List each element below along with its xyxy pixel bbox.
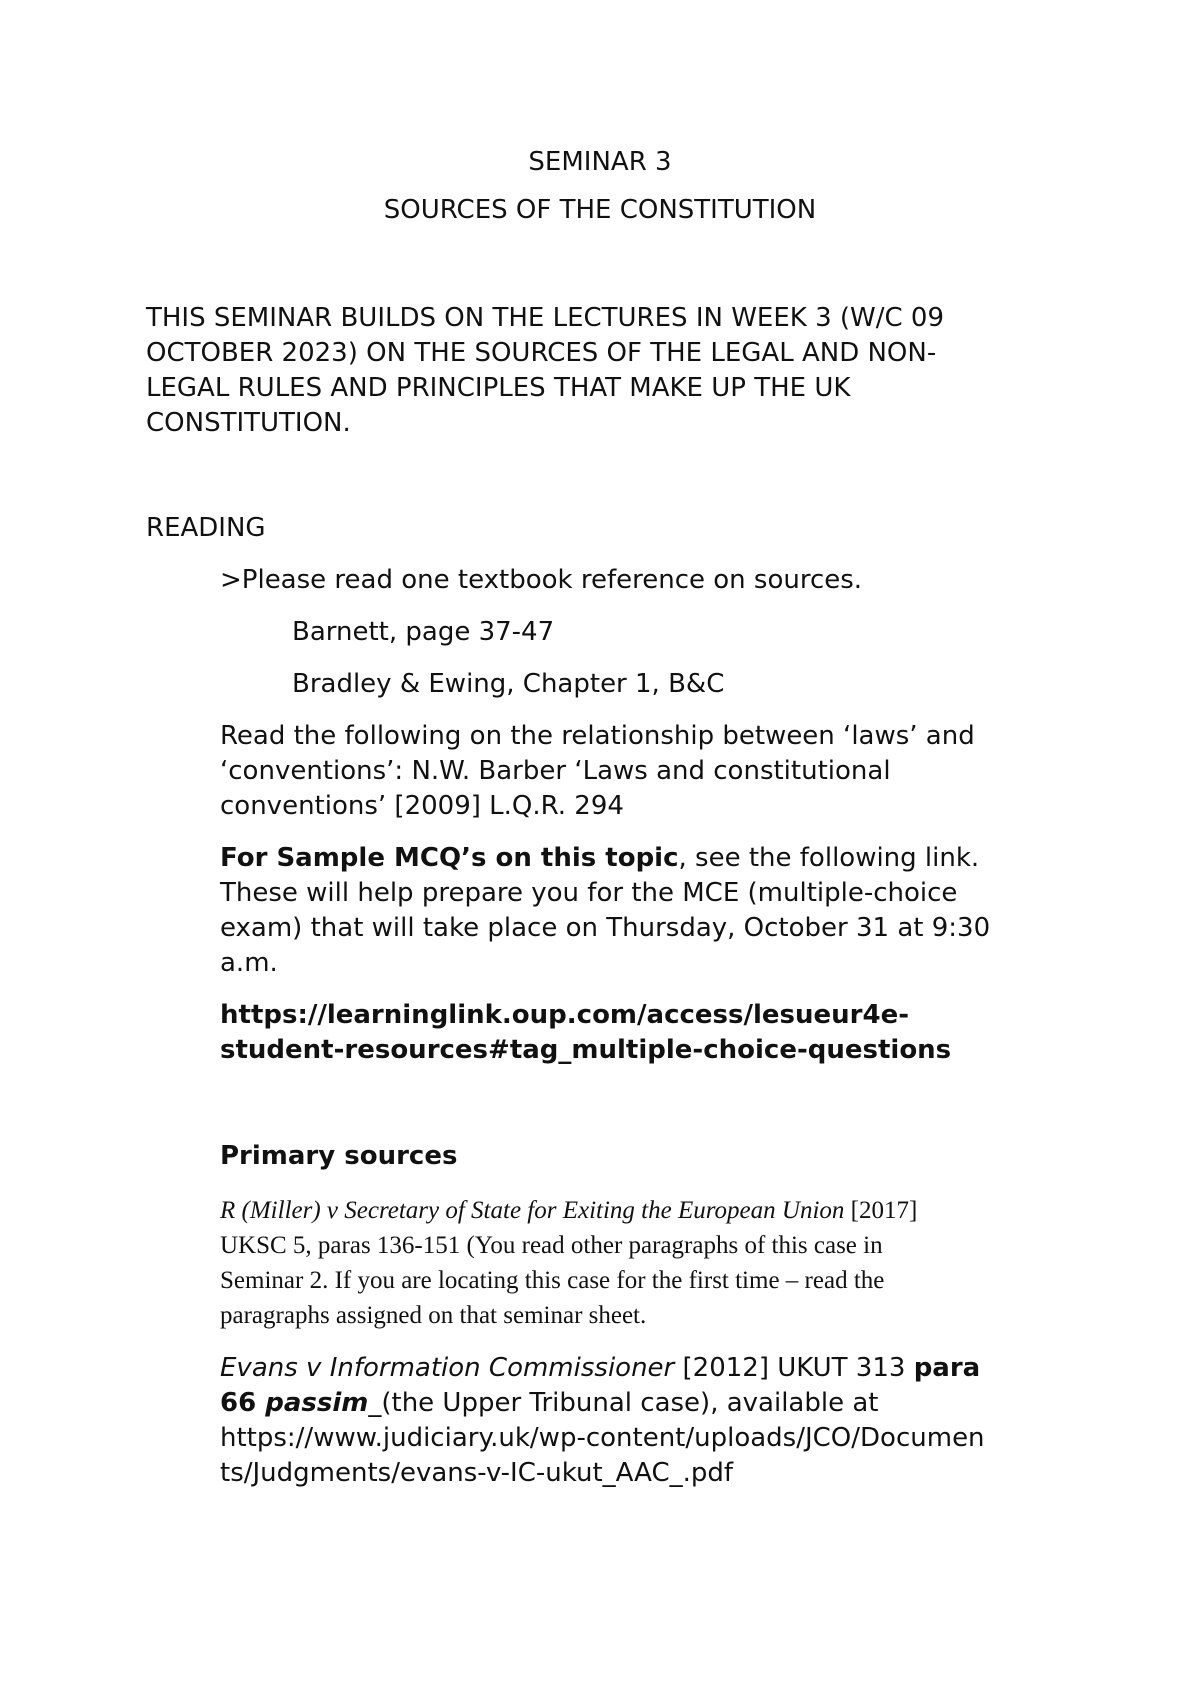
- evans-url-line-1[interactable]: https://www.judiciary.uk/wp-content/uploads/JCO/Documen: [220, 1423, 985, 1453]
- evans-case-name: Evans v Information Commissioner: [220, 1353, 675, 1383]
- laws-conventions-line-1: Read the following on the relationship between ‘laws’ and: [220, 721, 975, 751]
- reading-heading: READING: [146, 513, 266, 543]
- intro-line-1: THIS SEMINAR BUILDS ON THE LECTURES IN WEEK 3 (W/C 09: [146, 303, 945, 333]
- intro-line-3: LEGAL RULES AND PRINCIPLES THAT MAKE UP THE UK: [146, 373, 851, 403]
- textbook-ref-bradley: Bradley & Ewing, Chapter 1, B&C: [292, 669, 725, 699]
- evans-para-label: para: [913, 1353, 981, 1383]
- mcq-line-1-rest: , see the following link.: [678, 843, 980, 873]
- mcq-link-line-2[interactable]: student-resources#tag_multiple-choice-questions: [220, 1035, 952, 1065]
- seminar-topic: SOURCES OF THE CONSTITUTION: [383, 195, 817, 225]
- evans-citation: [2012] UKUT 313: [674, 1353, 914, 1383]
- evans-para-number: 66: [220, 1388, 266, 1418]
- mcq-bold-lead: For Sample MCQ’s on this topic: [220, 843, 679, 873]
- evans-underscore: _: [368, 1388, 382, 1418]
- miller-year: [2017]: [844, 1197, 918, 1224]
- primary-sources-heading: Primary sources: [220, 1141, 458, 1171]
- mcq-line-4: a.m.: [220, 948, 278, 978]
- miller-line-4: paragraphs assigned on that seminar sheet.: [220, 1302, 647, 1329]
- evans-line-2: [220, 1385, 878, 1421]
- laws-conventions-line-2: ‘conventions’: N.W. Barber ‘Laws and constitutional: [220, 756, 891, 786]
- evans-passim: passim: [265, 1388, 369, 1418]
- textbook-ref-barnett: Barnett, page 37-47: [292, 617, 555, 647]
- miller-case-name: R (Miller) v Secretary of State for Exiting the European Union: [220, 1197, 845, 1224]
- mcq-line-3: exam) that will take place on Thursday, October 31 at 9:30: [220, 913, 991, 943]
- intro-line-2: OCTOBER 2023) ON THE SOURCES OF THE LEGAL AND NON-: [146, 338, 937, 368]
- miller-line-3: Seminar 2. If you are locating this case for the first time – read the: [220, 1267, 885, 1294]
- intro-line-4: CONSTITUTION.: [146, 408, 351, 438]
- miller-line-1: [220, 1193, 917, 1229]
- miller-line-2: UKSC 5, paras 136-151 (You read other paragraphs of this case in: [220, 1232, 883, 1259]
- seminar-number: SEMINAR 3: [528, 147, 672, 177]
- mcq-link-line-1[interactable]: https://learninglink.oup.com/access/lesueur4e-: [220, 1000, 909, 1030]
- evans-url-line-2[interactable]: ts/Judgments/evans-v-IC-ukut_AAC_.pdf: [220, 1458, 734, 1488]
- evans-line-2-rest: (the Upper Tribunal case), available at: [381, 1388, 879, 1418]
- evans-line-1: [220, 1350, 980, 1386]
- mcq-line-1: [220, 840, 979, 876]
- reading-instruction: >Please read one textbook reference on sources.: [220, 565, 863, 595]
- laws-conventions-line-3: conventions’ [2009] L.Q.R. 294: [220, 791, 624, 821]
- mcq-line-2: These will help prepare you for the MCE (multiple-choice: [220, 878, 958, 908]
